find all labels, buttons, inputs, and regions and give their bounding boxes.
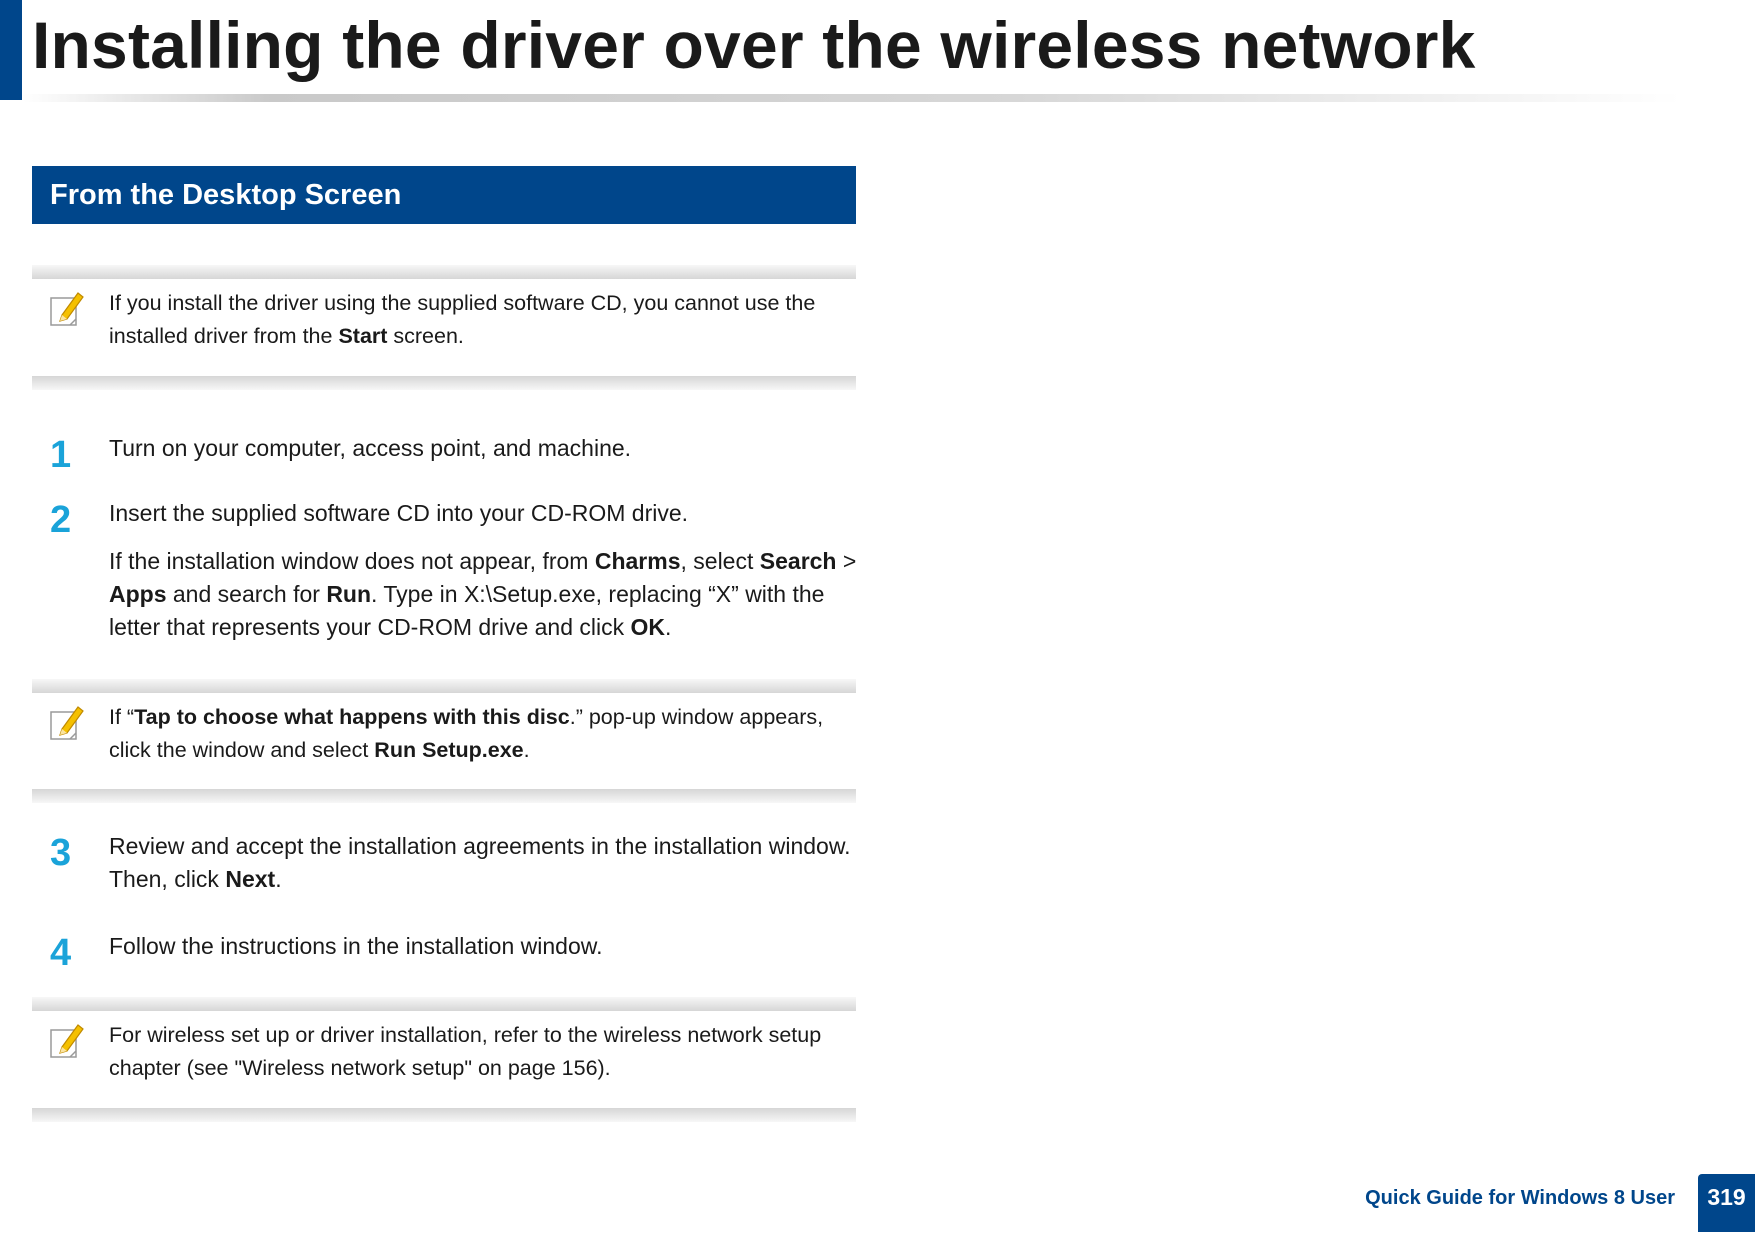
note-box-1 xyxy=(32,265,856,390)
note-top-divider xyxy=(32,997,856,1011)
note-bottom-divider xyxy=(32,376,856,390)
step-text: Turn on your computer, access point, and machine. xyxy=(109,435,632,461)
note-box-3 xyxy=(32,997,856,1122)
step-text: Follow the instructions in the installation window. xyxy=(109,933,603,959)
note-bottom-divider xyxy=(32,1108,856,1122)
note-text: If you install the driver using the supplied software CD, you cannot use the installed driver from the Start screen. xyxy=(109,291,816,348)
note-bottom-divider xyxy=(32,789,856,803)
note-top-divider xyxy=(32,679,856,693)
page-title: Installing the driver over the wireless network xyxy=(32,8,1476,82)
step-number: 2 xyxy=(50,499,72,541)
step-text: Review and accept the installation agreements in the installation window. Then, click Next. xyxy=(109,833,851,892)
note-box-2 xyxy=(32,679,856,803)
title-accent-bar xyxy=(0,0,22,100)
step-number: 4 xyxy=(50,932,72,974)
pencil-note-icon xyxy=(48,1021,86,1061)
section-header: From the Desktop Screen xyxy=(32,166,856,224)
note-top-divider xyxy=(32,265,856,279)
footer-guide-label: Quick Guide for Windows 8 User xyxy=(1365,1187,1675,1209)
pencil-note-icon xyxy=(48,703,86,743)
pencil-note-icon xyxy=(48,289,86,329)
step-detail: If the installation window does not appear, from Charms, select Search > Apps and search for Run. Type in X:\Setup.exe, replacing “X” with the letter that represents your CD-ROM drive and click OK. xyxy=(109,548,857,640)
page-number-badge: 319 xyxy=(1698,1174,1755,1232)
step-number: 1 xyxy=(50,434,72,476)
note-text: If “Tap to choose what happens with this disc.” pop-up window appears, click the window and select Run Setup.exe. xyxy=(109,705,824,762)
step-number: 3 xyxy=(50,832,72,874)
note-text: For wireless set up or driver installation, refer to the wireless network setup chapter (see "Wireless network setup" on page 156). xyxy=(109,1023,822,1080)
title-divider xyxy=(22,94,1682,102)
step-text: Insert the supplied software CD into your CD-ROM drive. xyxy=(109,500,689,526)
